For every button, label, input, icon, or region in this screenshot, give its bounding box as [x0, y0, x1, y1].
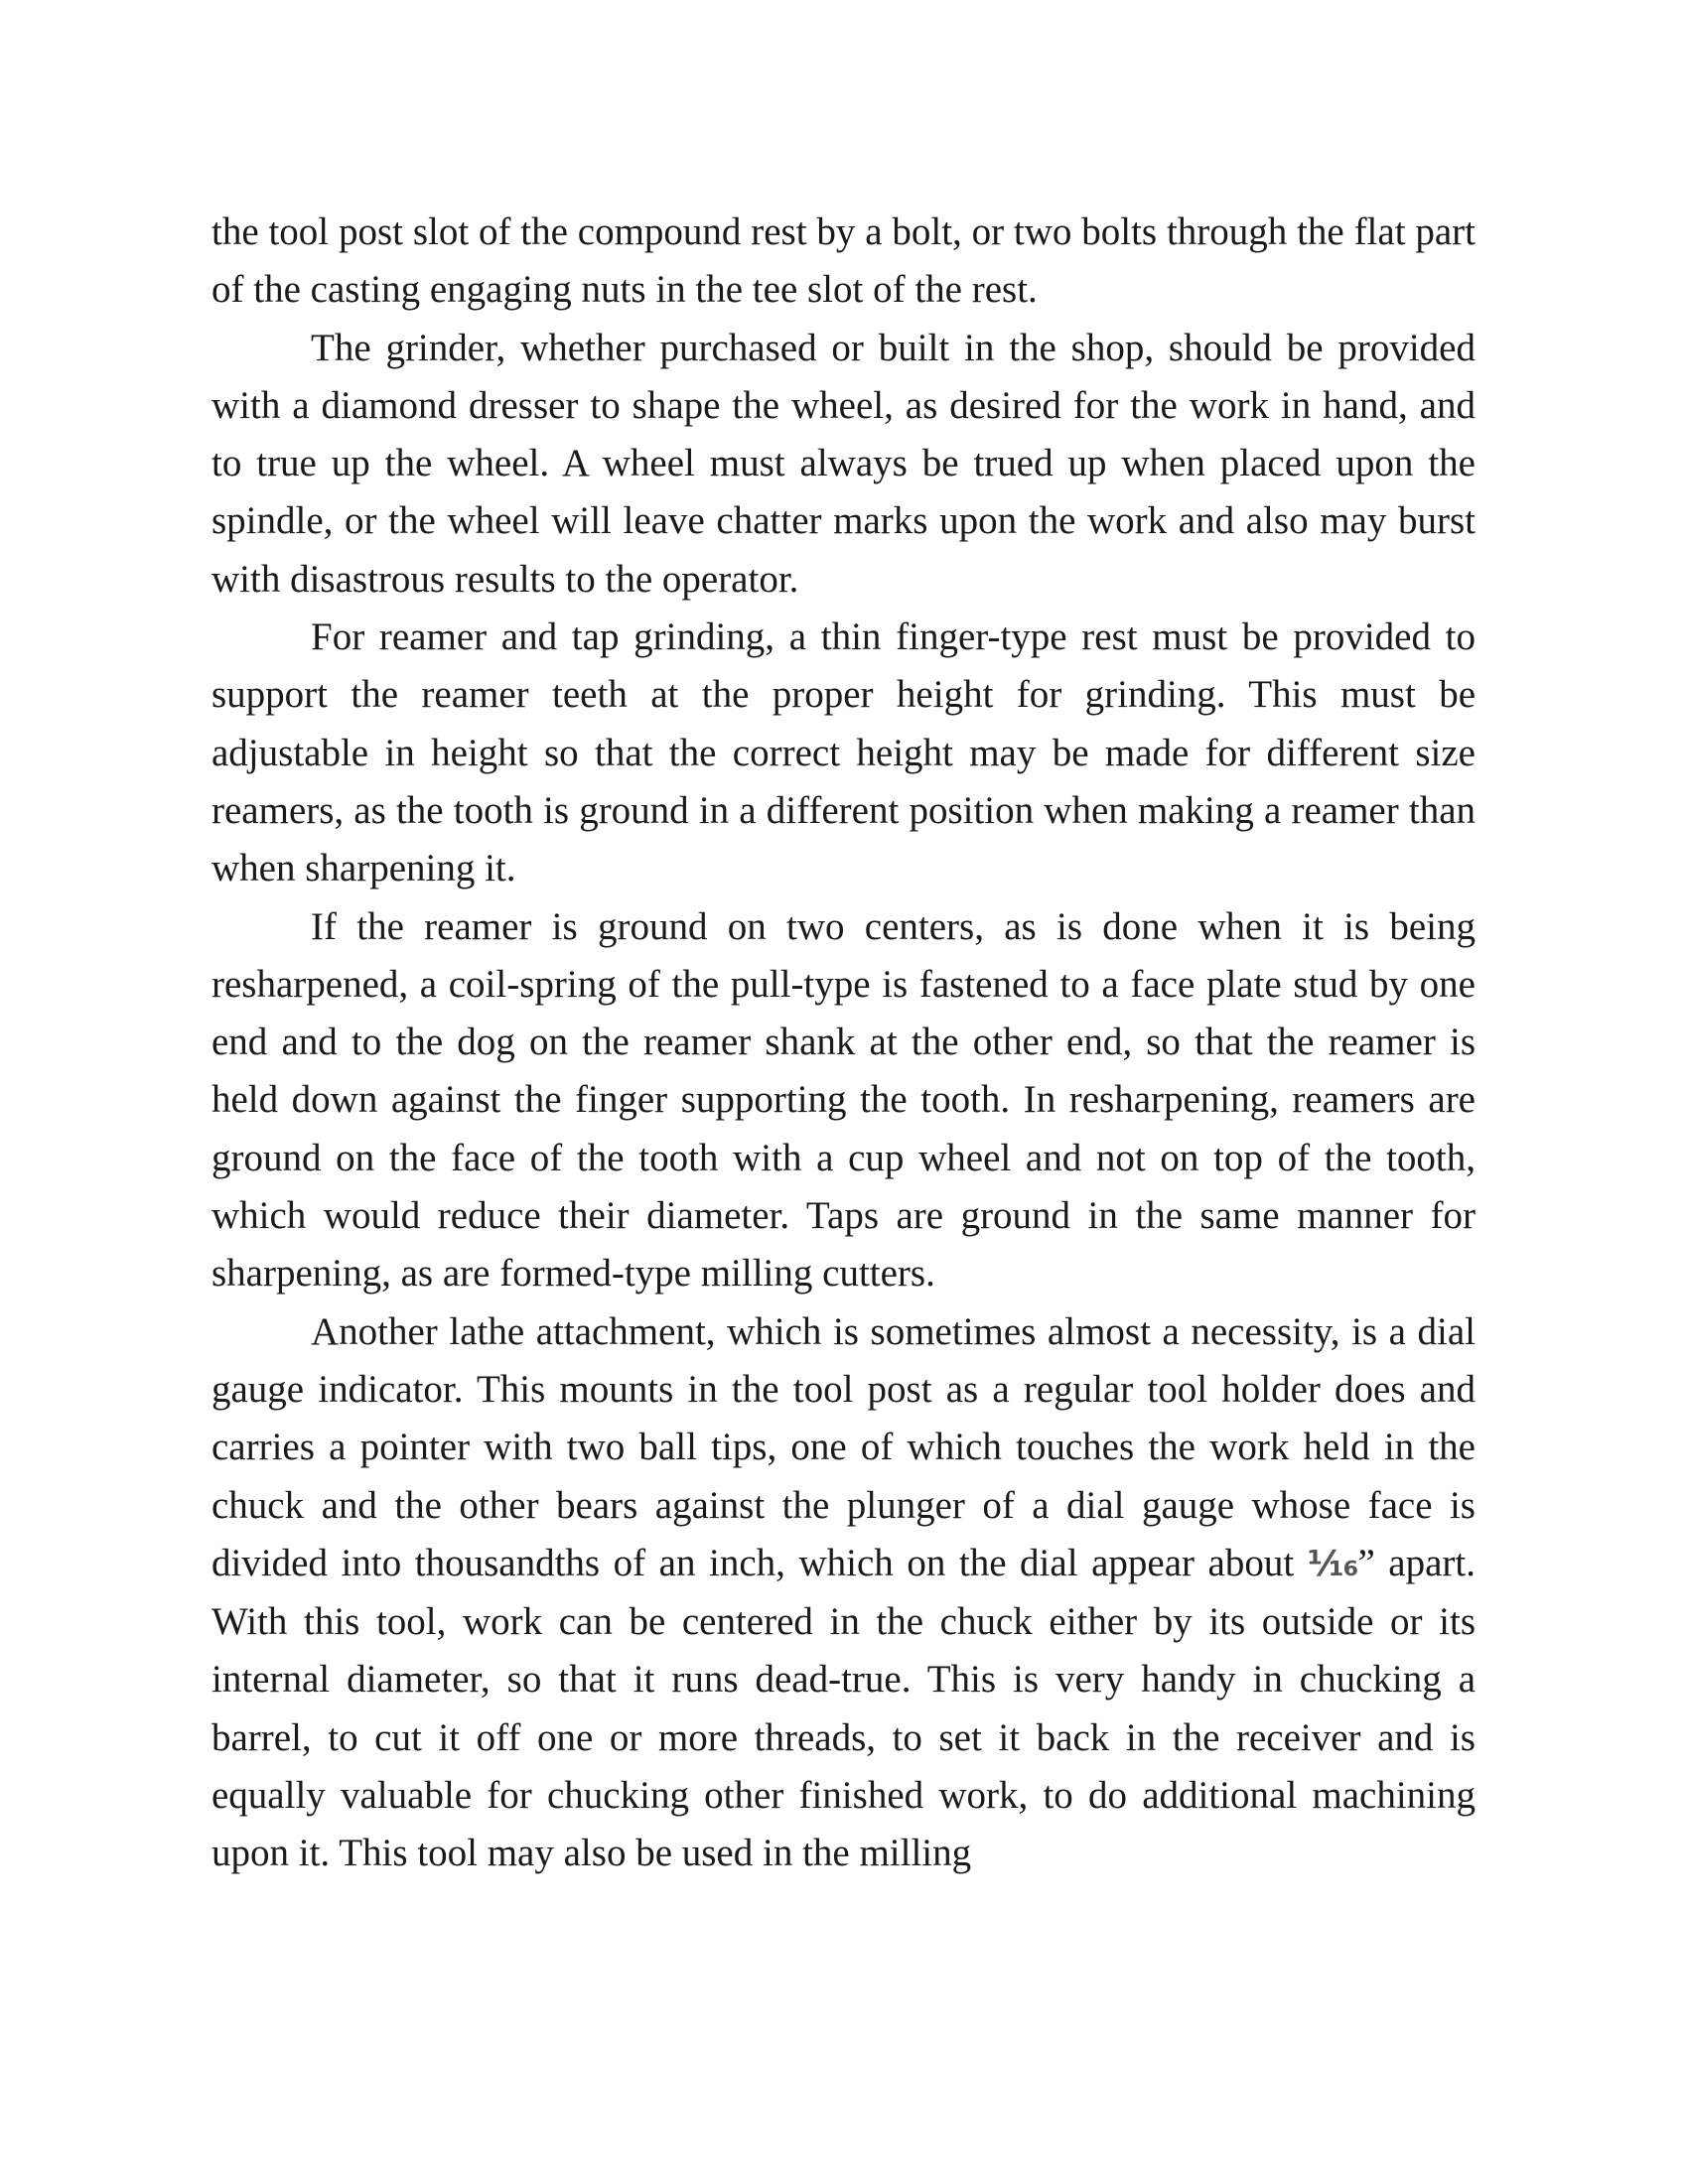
fraction-one-sixteenth: ⅟₁₆	[1307, 1543, 1358, 1584]
paragraph-3: For reamer and tap grinding, a thin finger-type rest must be provided to support the reamer teeth at the proper height for grinding. This must be adjustable in height so that the correct height may be made for different size reamers, as the tooth is ground in a different position when making a reamer than when sharpening it.	[211, 615, 1476, 890]
paragraph-5	[211, 1303, 1476, 1883]
paragraph-4: If the reamer is ground on two centers, as is done when it is being resharpened, a coil-spring of the pull-type is fastened to a face plate stud by one end and to the dog on the reamer shank at the other end, so that the reamer is held down against the finger supporting the tooth. In resharpening, reamers are ground on the face of the tooth with a cup wheel and not on top of the tooth, which would reduce their diameter. Taps are ground in the same manner for sharpening, as are formed-type milling cutters.	[211, 904, 1476, 1296]
paragraph-2: The grinder, whether purchased or built in the shop, should be provided with a diamond dresser to shape the wheel, as desired for the work in hand, and to true up the wheel. A wheel must always be trued up when placed upon the spindle, or the wheel will leave chatter marks upon the work and also may burst with disastrous results to the operator.	[211, 326, 1476, 601]
page-body	[211, 204, 1476, 1883]
paragraph-5-text-start: Another lathe attachment, which is sometimes almost a necessity, is a dial gauge indicator. This mounts in the tool post as a regular tool holder does and carries a pointer with two ball tips, one of which touches the work held in the chuck and the other bears against the plunger of a dial gauge whose face is divided into thousandths of an inch, which on the dial appear about	[211, 1309, 1476, 1584]
paragraph-1: the tool post slot of the compound rest by a bolt, or two bolts through the flat part of the casting engaging nuts in the tee slot of the rest.	[211, 210, 1476, 312]
paragraph-5-text-end: ” apart. With this tool, work can be centered in the chuck either by its outside or its internal diameter, so that it runs dead-true. This is very handy in chucking a barrel, to cut it off one or more threads, to set it back in the receiver and is equally valuable for chucking other finished work, to do additional machining upon it. This tool may also be used in the milling	[211, 1541, 1476, 1875]
